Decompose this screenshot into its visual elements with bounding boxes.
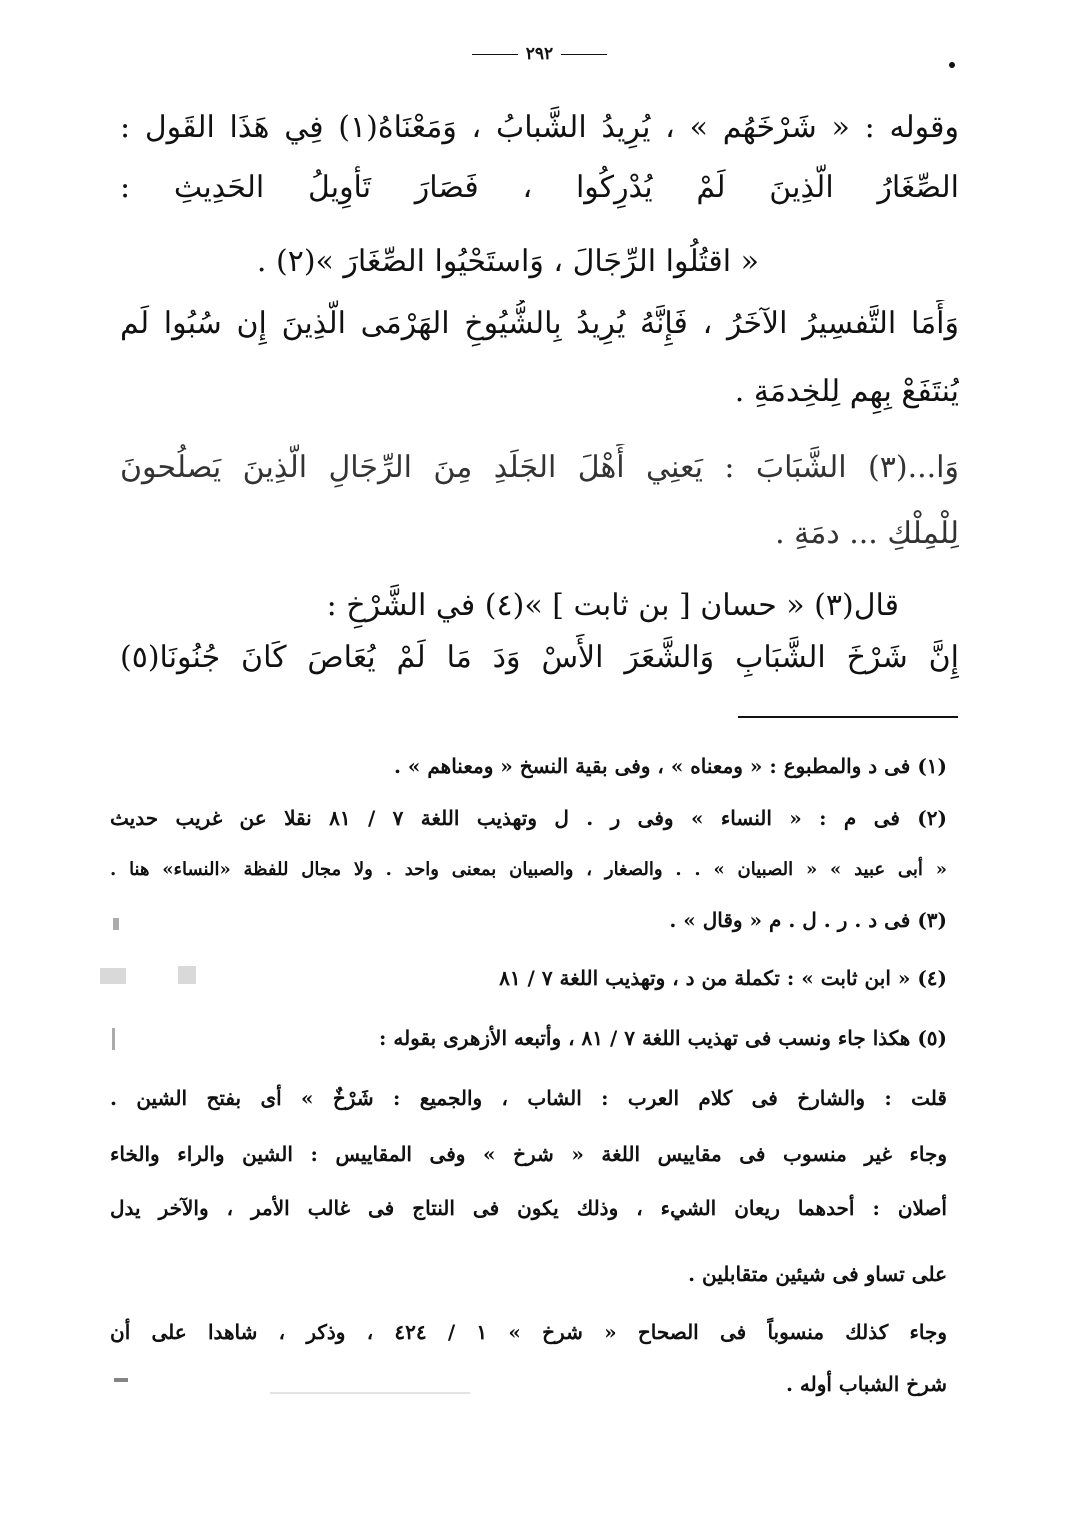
footnote-5-line-3: وجاء غير منسوب فى مقاييس اللغة « شرخ » وفى المقاييس : الشين والراء والخاء — [110, 1142, 947, 1166]
footnote-2-line-2: « أبى عبيد » « الصبيان » . . والصغار ، والصبيان بمعنى واحد . ولا مجال للفظة «النساء» هنا . — [110, 859, 947, 880]
page-number-right-rule — [561, 54, 607, 55]
footnote-4: (٤) « ابن ثابت » : تكملة من د ، وتهذيب اللغة ٧ / ٨١ — [499, 966, 947, 990]
scan-speck — [178, 966, 196, 984]
scan-speck — [270, 1392, 470, 1394]
footnote-5-line-5: على تساو فى شيئين متقابلين . — [688, 1262, 947, 1286]
footnote-5-line-2: قلت : والشارخ فى كلام العرب : الشاب ، والجميع : شَرْخٌ » أى بفتح الشين . — [110, 1086, 947, 1110]
page-number-left-rule — [472, 54, 518, 55]
corner-dot — [949, 62, 955, 68]
scan-speck — [100, 968, 126, 984]
page-number-text: ٢٩٢ — [525, 44, 554, 64]
body-line-7: لِلْمِلْكِ ... دمَةِ . — [775, 516, 959, 551]
footnote-1: (١) فى د والمطبوع : « ومعناه » ، وفى بقية النسخ « ومعناهم » . — [393, 754, 947, 778]
body-line-3: « اقتُلُوا الرِّجَالَ ، وَاستَحْيُوا الصِّغَارَ »(٢) . — [256, 244, 759, 279]
footnote-5-line-7: شرخ الشباب أوله . — [785, 1372, 947, 1396]
body-line-1: وقوله : « شَرْخَهُم » ، يُرِيدُ الشَّبابُ ، وَمَعْنَاهُ(١) فِي هَذَا القَول : — [120, 110, 959, 145]
footnote-5-line-4: أصلان : أحدهما ريعان الشيء ، وذلك يكون فى النتاج فى غالب الأمر ، والآخر يدل — [110, 1196, 947, 1220]
footnote-3: (٣) فى د . ر . ل . م « وقال » . — [669, 908, 947, 932]
body-line-5: يُنتَفَعْ بِهِم لِلخِدمَةِ . — [734, 374, 959, 409]
body-line-8: قال(٣) « حسان [ بن ثابت ] »(٤) في الشَّرْخِ : — [326, 588, 899, 623]
footnote-5-line-1: (٥) هكذا جاء ونسب فى تهذيب اللغة ٧ / ٨١ ، وأتبعه الأزهرى بقوله : — [379, 1026, 947, 1050]
scan-speck — [112, 1028, 115, 1050]
scan-speck — [114, 1378, 128, 1382]
body-line-4: وَأَمَا التَّفسِيرُ الآخَرُ ، فَإِنَّهُ يُرِيدُ بِالشُّيُوخِ الهَرْمَى الَّذِينَ إِن سُبُوا لَم — [120, 306, 959, 341]
footnote-5-line-6: وجاء كذلك منسوباً فى الصحاح « شرخ » ١ / ٤٢٤ ، وذكر ، شاهدا على أن — [110, 1320, 947, 1344]
poem-verse: إِنَّ شَرْخَ الشَّبَابِ وَالشَّعَرَ الأَسْ وَدَ مَا لَمْ يُعَاصَ كَانَ جُنُونَا(٥) — [120, 640, 959, 675]
body-line-6: وَا...(٣) الشَّبَابَ : يَعنِي أَهْلَ الجَلَدِ مِنَ الرِّجَالِ الَّذِينَ يَصلُحونَ — [120, 450, 959, 485]
footnote-2-line-1: (٢) فى م : « النساء » وفى ر . ل وتهذيب اللغة ٧ / ٨١ نقلا عن غريب حديث — [110, 806, 947, 830]
body-line-2: الصِّغَارُ الَّذِينَ لَمْ يُدْرِكُوا ، فَصَارَ تَأْوِيلُ الحَدِيثِ : — [120, 170, 959, 205]
footnote-separator — [738, 716, 958, 718]
scan-speck — [113, 918, 119, 930]
page-number — [0, 44, 1079, 64]
